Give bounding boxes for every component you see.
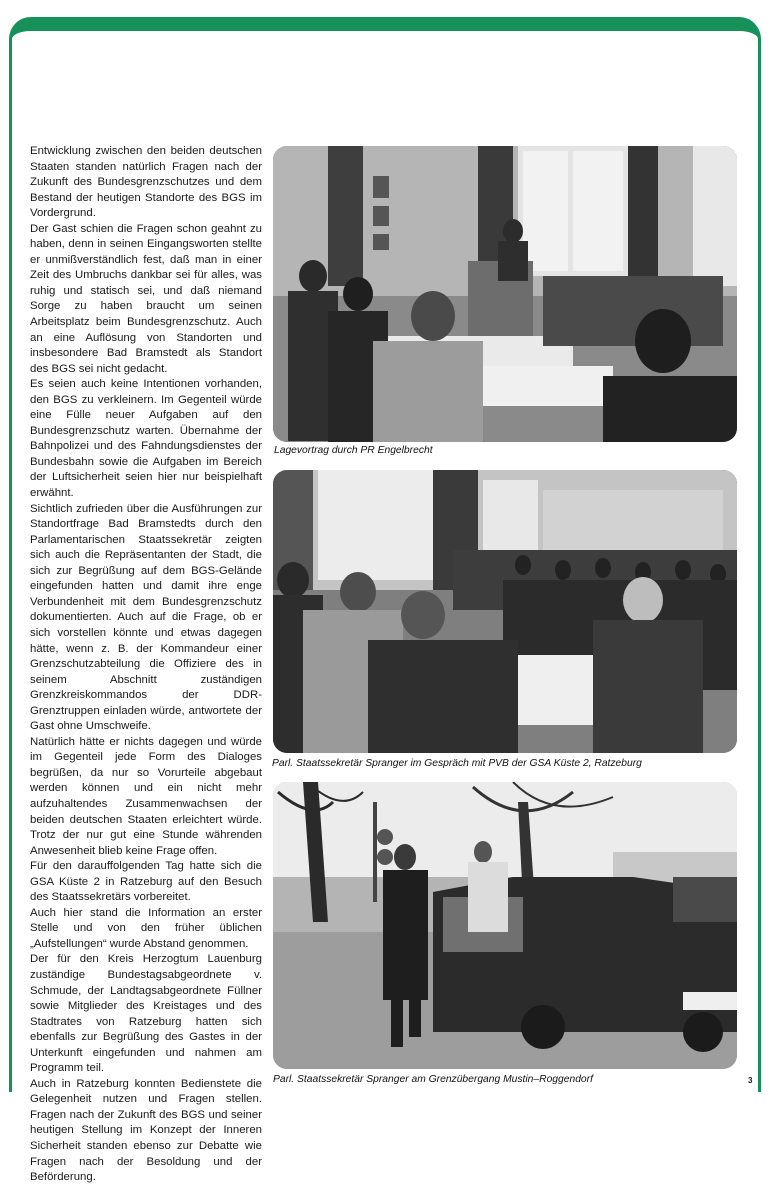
article-paragraph: Natürlich hätte er nichts dagegen und würde im Gegenteil jede Form des Dialoges begrüßen, da nur so Vorurteile abgebaut werden können und ein nicht mehr aufzuhaltendes Zusammenwachsen der beiden deutschen Staaten erleichtert würde. Trotz der nur gut eine Stunde währenden Anwesenheit blieb keine Frage offen. <box>30 735 262 857</box>
photo-meeting-pvb <box>273 470 737 753</box>
article-paragraph: Auch hier stand die Information an erster Stelle und von den früher üblichen „Aufstellungen“ wurde Abstand genommen. <box>30 906 262 950</box>
article-paragraph: Sichtlich zufrieden über die Ausführungen zur Standortfrage Bad Bramstedts durch den Parlamentarischen Staatssekretär zeigten sich auch die Repräsentanten der Stadt, die sich zur Begrüßung auf dem BGS-Gelände eingefunden hatten und damit ihre enge Verbundenheit mit dem Bundesgrenzschutz dokumentierten. Auch auf die Frage, ob er sich vorstellen könnte und etwas dagegen hätte, wenn z. B. der Kommandeur einer Grenzschutzabteilung die Offiziere des in seinem Abschnitt zuständigen Grenzkreiskommandos der DDR-Grenztruppen einladen würde, antwortete der Gast ohne Umschweife. <box>30 502 262 733</box>
photo-border-crossing <box>273 782 737 1069</box>
article-paragraph: Entwicklung zwischen den beiden deutschen Staaten standen natürlich Fragen nach der Zukunft des Bundesgrenzschutzes und dem Bestand der heutigen Standorte des BGS im Vordergrund. <box>30 145 262 220</box>
article-paragraph: Es seien auch keine Intentionen vorhanden, den BGS zu verkleinern. Im Gegenteil würde eine Fülle neuer Aufgaben auf den Bundesgrenzschutz warten. Übernahme der Bahnpolizei und des Fahndungsdienstes der Bundesbahn sowie die Aufgaben im Bereich der Luftsicherheit seien hier nur beispielhaft erwähnt. <box>30 378 262 500</box>
article-text-column <box>30 144 262 1186</box>
article-paragraph: Für den darauffolgenden Tag hatte sich die GSA Küste 2 in Ratzeburg auf den Besuch des Staatssekretärs vorbereitet. <box>30 860 262 904</box>
article-paragraph: Der Gast schien die Fragen schon geahnt zu haben, denn in seinen Eingangsworten stellte er unmißverständlich fest, daß man in einer Zeit des Umbruchs dankbar sei für alles, was ruhig und statisch sei, und daß niemand Sorge zu haben braucht um seinen Arbeitsplatz beim Bundesgrenzschutz. Auch an eine Auflösung von Standorten und insbesondere Bad Bramstedt als Standort des BGS sei nicht gedacht. <box>30 222 262 375</box>
photo-caption: Parl. Staatssekretär Spranger am Grenzübergang Mustin–Roggendorf <box>273 1074 593 1085</box>
article-paragraph: Auch in Ratzeburg konnten Bedienstete die Gelegenheit nutzen und Fragen stellen. Fragen nach der Zukunft des BGS und seiner heutigen Stellung im Konzept der Inneren Sicherheit standen ebenso zur Debatte wie Fragen nach der Besoldung und der Beförderung. <box>30 1077 262 1184</box>
photo-caption: Lagevortrag durch PR Engelbrecht <box>274 445 433 456</box>
photo-briefing-room <box>273 146 737 442</box>
article-paragraph: Der für den Kreis Herzogtum Lauenburg zuständige Bundestagsabgeordnete v. Schmude, der Landtagsabgeordnete Füllner sowie Mitglieder des Kreistages und des Stadtrates von Ratzeburg hatten sich ebenfalls zur Begrüßung des Gastes in der Unterkunft eingefunden und nahmen am Programm teil. <box>30 953 262 1075</box>
photo-caption: Parl. Staatssekretär Spranger im Gespräch mit PVB der GSA Küste 2, Ratzeburg <box>272 758 642 769</box>
page-number: 3 <box>748 1076 753 1085</box>
